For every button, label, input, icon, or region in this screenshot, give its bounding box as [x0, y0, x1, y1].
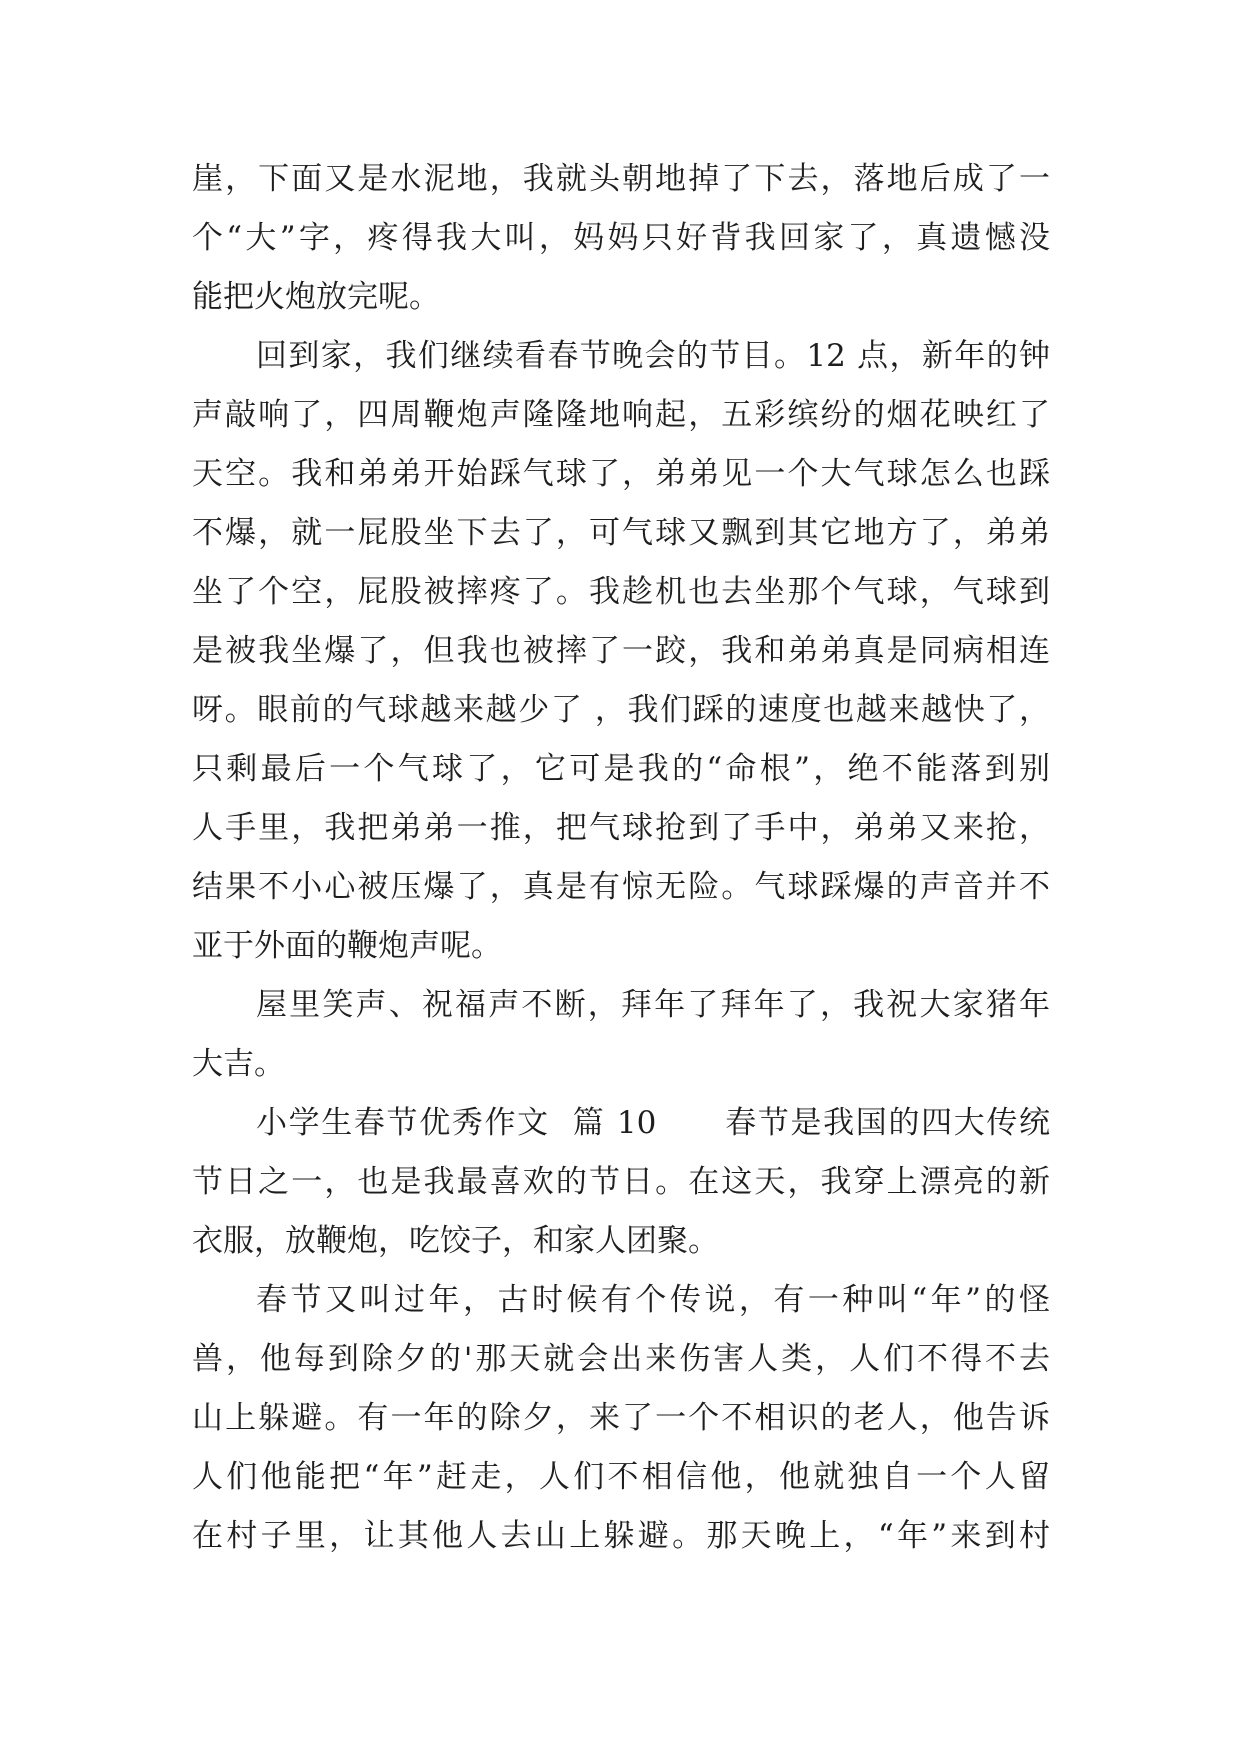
text-line: 只剩最后一个气球了，它可是我的“命根”，绝不能落到别 — [192, 751, 1050, 787]
paragraph-5 — [192, 1271, 1050, 1566]
text-line: 呀。眼前的气球越来越少了 ，我们踩的速度也越来越快了， — [192, 692, 1050, 728]
paragraph-2 — [192, 327, 1050, 976]
text-line: 是被我坐爆了，但我也被摔了一跤，我和弟弟真是同病相连 — [192, 633, 1050, 669]
text-line: 天空。我和弟弟开始踩气球了，弟弟见一个大气球怎么也踩 — [192, 456, 1050, 492]
text-line: 能把火炮放完呢。 — [192, 279, 440, 315]
text-line: 不爆，就一屁股坐下去了，可气球又飘到其它地方了，弟弟 — [192, 515, 1050, 551]
essay-body — [192, 150, 1050, 1566]
text-line: 人手里，我把弟弟一推，把气球抢到了手中，弟弟又来抢， — [192, 810, 1050, 846]
text-line: 坐了个空，屁股被摔疼了。我趁机也去坐那个气球，气球到 — [192, 574, 1050, 610]
text-line: 大吉。 — [192, 1046, 285, 1082]
text-line: 屋里笑声、祝福声不断，拜年了拜年了，我祝大家猪年 — [256, 987, 1050, 1023]
text-line: 衣服，放鞭炮，吃饺子，和家人团聚。 — [192, 1223, 719, 1259]
text-line: 个“大”字，疼得我大叫，妈妈只好背我回家了，真遗憾没 — [192, 220, 1050, 256]
paragraph-4 — [192, 1094, 1050, 1271]
text-line: 山上躲避。有一年的除夕，来了一个不相识的老人，他告诉 — [192, 1400, 1050, 1436]
text-line: 在村子里，让其他人去山上躲避。那天晚上，“年”来到村 — [192, 1518, 1050, 1554]
paragraph-1 — [192, 150, 1050, 327]
paragraph-3 — [192, 976, 1050, 1094]
text-line: 小学生春节优秀作文 篇 10 春节是我国的四大传统 — [256, 1105, 1050, 1141]
text-line: 崖，下面又是水泥地，我就头朝地掉了下去，落地后成了一 — [192, 161, 1050, 197]
text-line: 节日之一，也是我最喜欢的节日。在这天，我穿上漂亮的新 — [192, 1164, 1050, 1200]
text-line: 兽，他每到除夕的'那天就会出来伤害人类，人们不得不去 — [192, 1341, 1050, 1377]
text-line: 声敲响了，四周鞭炮声隆隆地响起，五彩缤纷的烟花映红了 — [192, 397, 1050, 433]
text-line: 亚于外面的鞭炮声呢。 — [192, 928, 502, 964]
text-line: 回到家，我们继续看春节晚会的节目。12 点，新年的钟 — [256, 338, 1050, 374]
text-line: 结果不小心被压爆了，真是有惊无险。气球踩爆的声音并不 — [192, 869, 1050, 905]
text-line: 人们他能把“年”赶走，人们不相信他，他就独自一个人留 — [192, 1459, 1050, 1495]
text-line: 春节又叫过年，古时候有个传说，有一种叫“年”的怪 — [256, 1282, 1050, 1318]
